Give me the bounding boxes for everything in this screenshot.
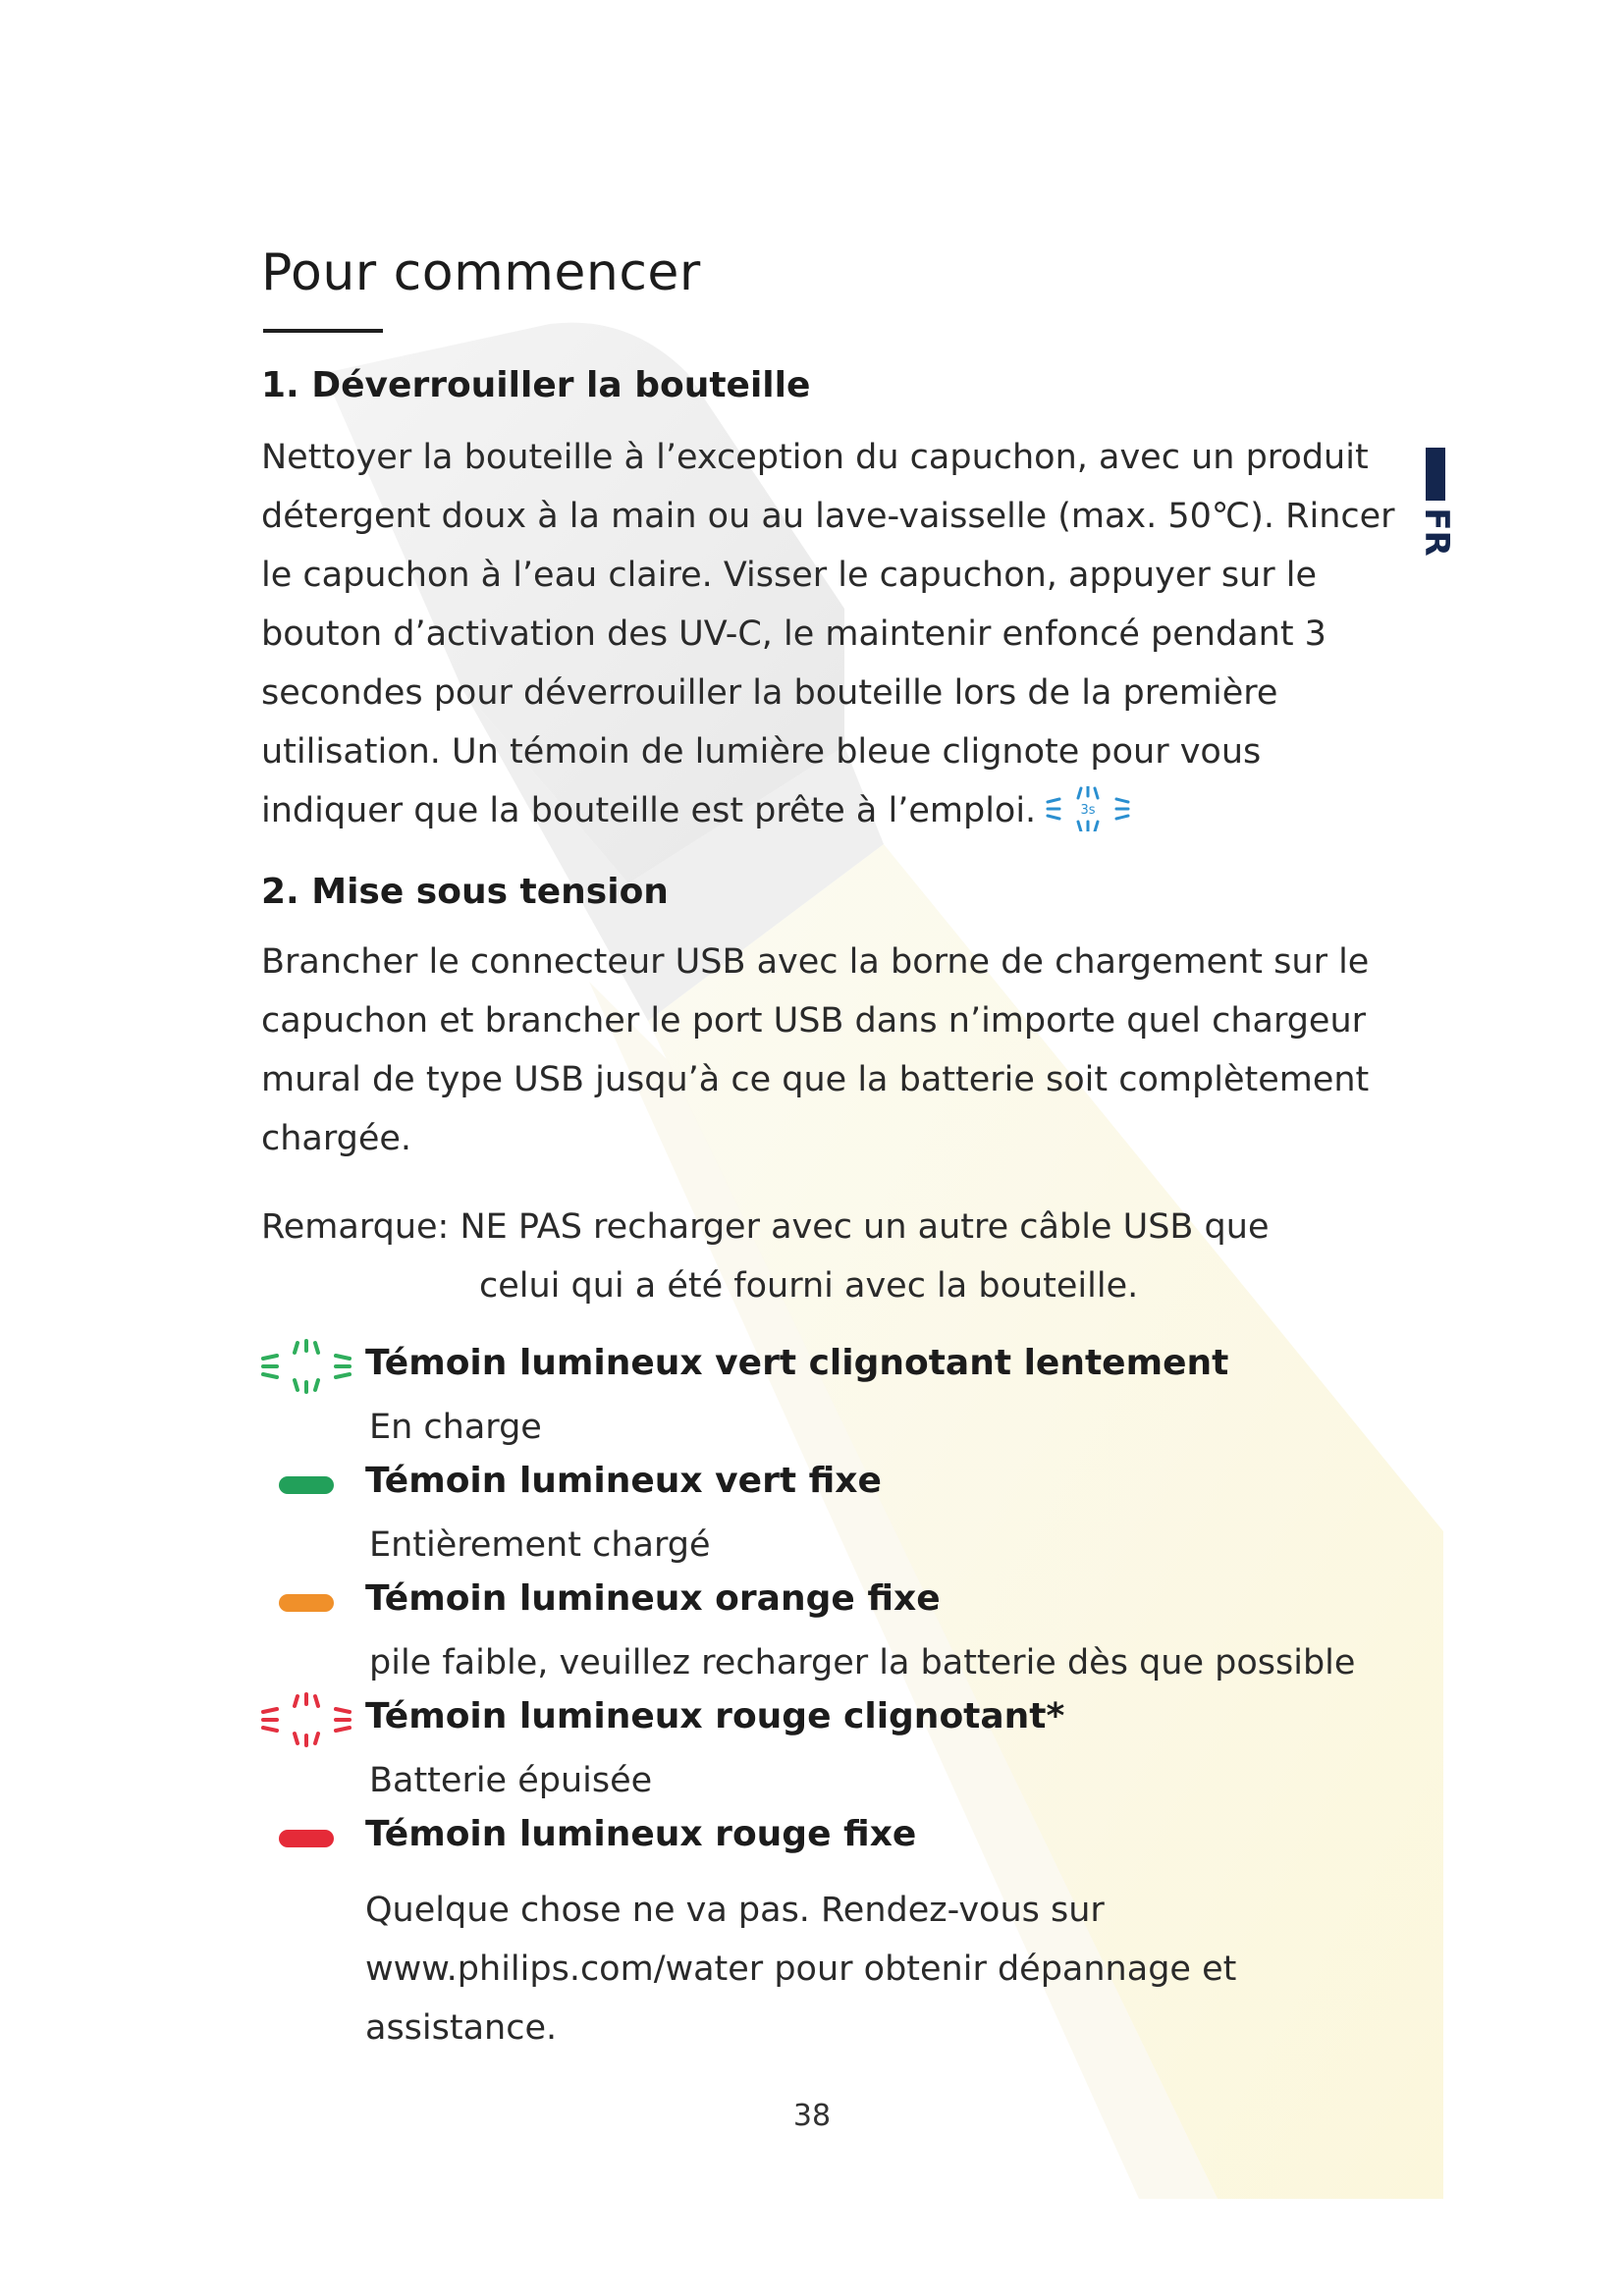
section-heading-power: 2. Mise sous tension: [261, 872, 669, 912]
indicator-description: pile faible, veuillez recharger la batterie dès que possible: [369, 1643, 1356, 1682]
note-line-2: celui qui a été fourni avec la bouteille.: [479, 1266, 1139, 1306]
section-body-power: Brancher le connecteur USB avec la borne de chargement sur le capuchon et brancher le port USB dans n’importe quel chargeur mural de type USB jusqu’à ce que la batterie soit complètement chargée.: [261, 942, 1370, 1158]
indicator-orange-solid: [259, 1575, 1437, 1692]
blue-blinking-light-icon: [1044, 786, 1132, 831]
section-body-unlock: [261, 428, 1400, 840]
note-block: [261, 1198, 1439, 1315]
blue-light-duration-label: 3s: [1080, 803, 1096, 818]
indicator-title: Témoin lumineux rouge clignotant*: [365, 1696, 1065, 1736]
language-tab-marker: [1426, 448, 1445, 501]
indicator-title: Témoin lumineux orange fixe: [365, 1578, 941, 1619]
orange-solid-light-icon: [259, 1575, 353, 1629]
red-blinking-light-icon: [259, 1692, 353, 1747]
note-line-1: NE PAS recharger avec un autre câble USB que: [460, 1207, 1270, 1247]
red-solid-light-icon: [259, 1810, 353, 1865]
indicator-description: Entièrement chargé: [369, 1525, 711, 1565]
section-heading-unlock: 1. Déverrouiller la bouteille: [261, 365, 811, 405]
indicator-description: Batterie épuisée: [369, 1761, 653, 1800]
title-underline: [263, 329, 383, 333]
page-number: 38: [792, 2099, 832, 2133]
support-description: Quelque chose ne va pas. Rendez-vous sur www.philips.com/water pour obtenir dépannage et assistance.: [365, 1891, 1237, 2048]
indicator-title: Témoin lumineux vert fixe: [365, 1461, 882, 1501]
indicator-green-solid: [259, 1457, 1437, 1575]
language-tab-label: FR: [1417, 507, 1456, 557]
note-label: Remarque:: [261, 1207, 450, 1247]
indicator-red-blinking: [259, 1692, 1437, 1810]
green-solid-light-icon: [259, 1457, 353, 1512]
section-body-unlock-text: Nettoyer la bouteille à l’exception du capuchon, avec un produit détergent doux à la main ou au lave-vaisselle (max. 50℃). Rincer le capuchon à l’eau claire. Visser le capuchon, appuyer sur le bouton d’activation des UV-C, le maintenir enfoncé pendant 3 secondes pour déverrouiller la bouteille lors de la première utilisation. Un témoin de lumière bleue clignote pour vous indiquer que la bouteille est prête à l’emploi.: [261, 438, 1395, 830]
indicator-title: Témoin lumineux vert clignotant lentement: [365, 1343, 1229, 1383]
indicator-description: En charge: [369, 1408, 542, 1447]
indicator-green-blinking: [259, 1339, 1437, 1457]
page-title: Pour commencer: [261, 243, 701, 302]
indicator-title: Témoin lumineux rouge fixe: [365, 1814, 917, 1854]
green-blinking-light-icon: [259, 1339, 353, 1394]
